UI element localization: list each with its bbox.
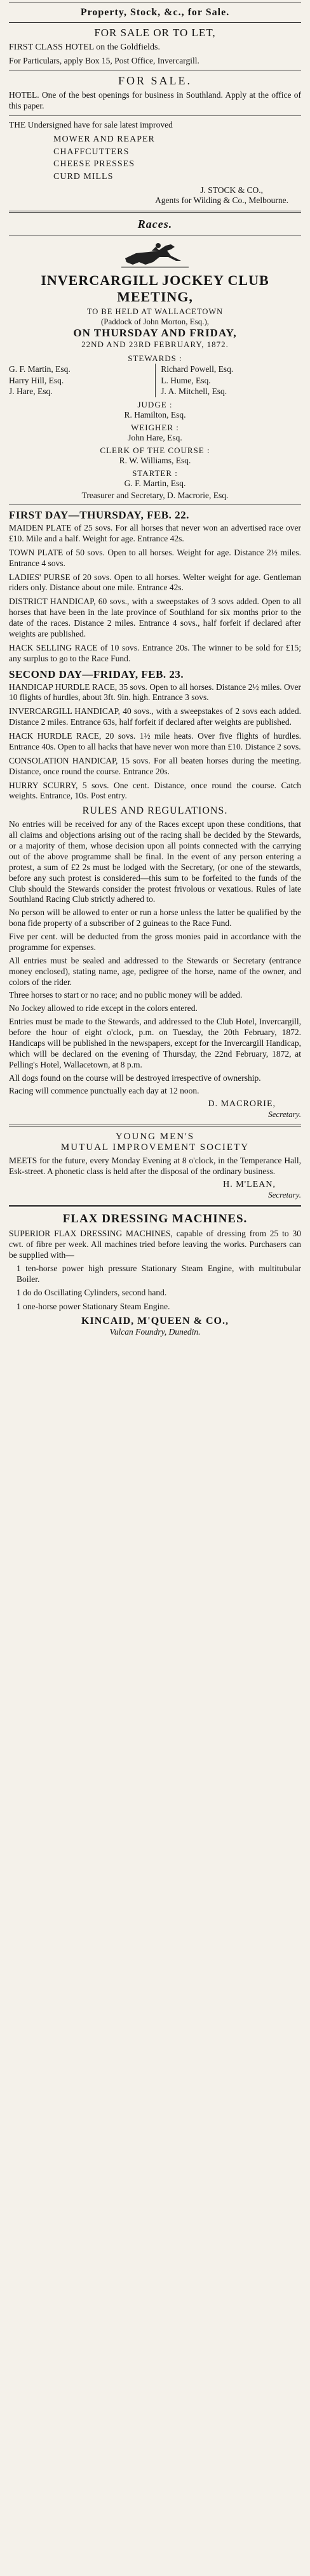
race-item: LADIES' PURSE of 20 sovs. Open to all horses. Welter weight for age. Gentleman riders only. Distance about one mile. Entrance 42s. — [9, 572, 301, 593]
rules-para: No person will be allowed to enter or run a horse unless the latter be qualified by the bona fide property of a subscriber of 2 guineas to the Race Fund. — [9, 908, 301, 928]
race-item: MAIDEN PLATE of 25 sovs. For all horses that never won an advertised race over £10. Mile and a half. Weight for age. Entrance 42s. — [9, 523, 301, 543]
judge-label: JUDGE : — [137, 400, 173, 410]
rules-para: Five per cent. will be deducted from the gross monies paid in accordance with the programme for expenses. — [9, 932, 301, 952]
steward: J. Hare, Esq. — [9, 386, 53, 397]
society-title-2: MUTUAL IMPROVEMENT SOCIETY — [60, 1142, 250, 1153]
ad-hotel-sale — [9, 74, 301, 112]
race-item: HACK SELLING RACE of 10 sovs. Entrance 20s. The winner to be sold for £15; any surplus to go to the Race Fund. — [9, 642, 301, 663]
list-item: CHEESE PRESSES — [53, 159, 135, 169]
ad-title: FOR SALE. — [118, 74, 192, 88]
steward: G. F. Martin, Esq. — [9, 364, 71, 374]
product-list — [53, 133, 301, 183]
stewards-list — [9, 364, 301, 397]
ad-line: FIRST CLASS HOTEL on the Goldfields. — [9, 43, 161, 52]
divider — [9, 211, 301, 213]
race-dates: ON THURSDAY AND FRIDAY, — [73, 327, 237, 340]
list-item: CURD MILLS — [53, 171, 114, 182]
racehorse-icon — [120, 239, 190, 270]
signer: H. M'LEAN, — [223, 1180, 276, 1190]
stewards-label: STEWARDS : — [128, 353, 182, 364]
newspaper-column — [9, 0, 301, 1337]
race-item: TOWN PLATE of 50 sovs. Open to all horses. Weight for age. Distance 2½ miles. Entrance 4 sovs. — [9, 547, 301, 568]
signer: D. MACRORIE, — [208, 1099, 276, 1109]
rules-para: No entries will be received for any of the Races except upon these conditions, that all claims and objections arising out of the racing shall be decided by the Stewards, or a majority of them, whose decision upon all points connected with the carrying out of the above programme shall be final. In the event of any person entering a protest, a sum of £2 2s must be lodged with the Secretary, (or one of the stewards, before any such protest is considered—this sum to be forfeited to the funds of the Club should the Stewards consider the protest frivolous or vexatious. Rules of late Southland Racing Club strictly adhered to. — [9, 819, 301, 904]
flax-foundry: Vulcan Foundry, Dunedin. — [109, 1327, 201, 1337]
clerk-name: R. W. Williams, Esq. — [119, 456, 191, 466]
steward: Richard Powell, Esq. — [161, 364, 234, 374]
list-item: CHAFFCUTTERS — [53, 147, 130, 157]
flax-firm: KINCAID, M'QUEEN & CO., — [81, 1316, 229, 1327]
weigher-name: John Hare, Esq. — [128, 433, 182, 443]
starter-label: STARTER : — [132, 468, 178, 479]
race-item: INVERCARGILL HANDICAP, 40 sovs., with a sweepstakes of 2 sovs each added. Distance 2 miles. Entrance 63s, half forfeit if declared after weights are published. — [9, 706, 301, 727]
race-item: HANDICAP HURDLE RACE, 35 sovs. Open to all horses. Distance 2½ miles. Over 10 flights of hurdles, about 3ft. 9in. high. Entrance 3 sovs. — [9, 682, 301, 703]
race-item: HURRY SCURRY, 5 sovs. One cent. Distance, once round the course. Catch weights. Entrance, 10s. Post entry. — [9, 780, 301, 801]
flax-title: FLAX DRESSING MACHINES. — [62, 1212, 248, 1226]
divider — [9, 1125, 301, 1126]
ad-body: HOTEL. One of the best openings for business in Southland. Apply at the office of this paper. — [9, 90, 301, 111]
ad-machinery — [9, 120, 301, 206]
ad-flax — [9, 1212, 301, 1337]
day2-title: SECOND DAY—FRIDAY, FEB. 23. — [9, 668, 184, 680]
ad-title: FOR SALE OR TO LET, — [94, 27, 216, 39]
judge-name: R. Hamilton, Esq. — [124, 410, 186, 420]
list-item: MOWER AND REAPER — [53, 135, 155, 144]
society-body: MEETS for the future, every Monday Evening at 8 o'clock, in the Temperance Hall, Esk-street. A phonetic class is held after the disposal of the ordinary business. — [9, 1156, 301, 1177]
rules-para: All entries must be sealed and addressed to the Stewards or Secretary (entrance money enclosed), stating name, age, pedigree of the horse, name of the owner, and colors of the rider. — [9, 955, 301, 987]
signer-role: Secretary. — [268, 1109, 301, 1120]
rules-para: No Jockey allowed to ride except in the colors entered. — [9, 1003, 198, 1014]
divider — [9, 22, 301, 23]
paddock-line: (Paddock of John Morton, Esq.), — [100, 317, 210, 327]
steward: J. A. Mitchell, Esq. — [161, 386, 227, 397]
race-item: CONSOLATION HANDICAP, 15 sovs. For all beaten horses during the meeting. Distance, once round the course. Entrance 20s. — [9, 755, 301, 776]
treasurer-line: Treasurer and Secretary, D. Macrorie, Esq. — [81, 491, 229, 501]
society-title-1: YOUNG MEN'S — [115, 1132, 195, 1142]
list-item: 1 do do Oscillating Cylinders, second hand. — [17, 1288, 167, 1298]
club-title: INVERCARGILL JOCKEY CLUB MEETING, — [41, 272, 269, 305]
clerk-label: CLERK OF THE COURSE : — [100, 446, 210, 456]
steward: L. Hume, Esq. — [161, 375, 211, 385]
stewards-left — [9, 364, 149, 397]
section-heading-property: Property, Stock, &c., for Sale. — [80, 7, 230, 18]
firm-name: J. STOCK & CO., — [200, 185, 263, 195]
rules-para: Racing will commence punctually each day at 12 noon. — [9, 1086, 199, 1096]
day1-title: FIRST DAY—THURSDAY, FEB. 22. — [9, 509, 189, 522]
ad-line: For Particulars, apply Box 15, Post Office, Invercargill. — [9, 55, 199, 65]
divider — [9, 1205, 301, 1207]
rules-para: All dogs found on the course will be destroyed irrespective of ownership. — [9, 1073, 261, 1083]
agents-line: Agents for Wilding & Co., Melbourne. — [155, 195, 288, 206]
held-at: TO BE HELD AT WALLACETOWN — [86, 307, 224, 317]
race-dates-2: 22ND AND 23RD FEBRUARY, 1872. — [81, 340, 229, 350]
rules-para: Three horses to start or no race; and no public money will be added. — [9, 990, 243, 1000]
rules-title: RULES AND REGULATIONS. — [82, 805, 228, 817]
ad-society — [9, 1132, 301, 1200]
rules-para: Entries must be made to the Stewards, and addressed to the Club Hotel, Invercargill, before the hour of eight o'clock, p.m. on Tuesday, the 20th February, 1872. Handicaps will be published in the newspapers, except for the Invercargill Handicap, which will be declared on the evening of Thursday, the 22nd February, 1872, at Pelling's Hotel, Wallacetown, at 8 p.m. — [9, 1017, 301, 1069]
list-item: 1 ten-horse power high pressure Stationary Steam Engine, with multitubular Boiler. — [17, 1263, 301, 1284]
list-item: 1 one-horse power Stationary Steam Engine. — [17, 1302, 170, 1312]
section-heading-races: Races. — [137, 218, 173, 231]
signer-role: Secretary. — [268, 1190, 301, 1200]
flax-body: SUPERIOR FLAX DRESSING MACHINES, capable of dressing from 25 to 30 cwt. of fibre per week. All machines tried before leaving the works. Purchasers can be supplied with— — [9, 1229, 301, 1260]
race-item: HACK HURDLE RACE, 20 sovs. 1½ mile heats. Over five flights of hurdles. Entrance 40s. Open to all hacks that have never won more than £10. Distance 2 sovs. — [9, 731, 301, 751]
ad-hotel-let — [9, 27, 301, 66]
ad-intro: THE Undersigned have for sale latest improved — [9, 120, 173, 130]
race-item: DISTRICT HANDICAP, 60 sovs., with a sweepstakes of 3 sovs added. Open to all horses that have been in the late province of Southland for six months prior to the date of the races. Distance 2 miles. Entrance 4 sovs., half forfeit if declared after weights are published. — [9, 597, 301, 638]
starter-name: G. F. Martin, Esq. — [124, 479, 186, 489]
weigher-label: WEIGHER : — [131, 423, 179, 433]
steward: Harry Hill, Esq. — [9, 375, 64, 385]
stewards-right — [155, 364, 301, 397]
